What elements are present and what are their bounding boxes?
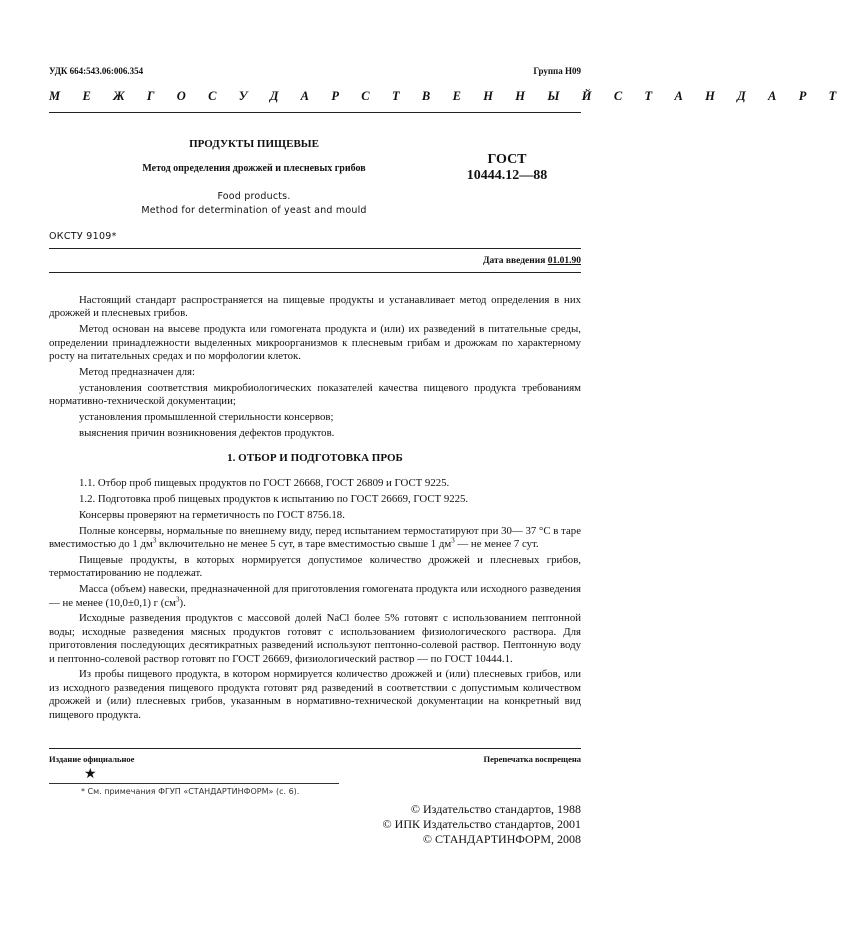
english-title-line1: Food products.	[217, 191, 291, 202]
paragraph: Исходные разведения продуктов с массовой долей NaCl более 5% готовят с использованием пептонной воды; исходные разведения мясных продуктов готовят с использованием физиологического раствора. Для приготовления последующих десятикратных разведений используют пептонно-солевой раствор. Пептонную воду и пептонно-солевой раствор готовят по ГОСТ 26669, физиологический раствор — по ГОСТ 10444.1.	[49, 612, 581, 665]
paragraph: Настоящий стандарт распространяется на пищевые продукты и устанавливает метод определения в них дрожжей и плесневых грибов.	[49, 294, 581, 320]
standard-banner: М Е Ж Г О С У Д А Р С Т В Е Н Н Ы Й С Т А Н Д А Р Т	[49, 89, 846, 103]
intro-date-label: Дата введения	[482, 256, 546, 266]
paragraph: выяснения причин возникновения дефектов продуктов.	[79, 426, 335, 439]
paragraph: 1.1. Отбор проб пищевых продуктов по ГОСТ 26668, ГОСТ 26809 и ГОСТ 9225.	[79, 477, 450, 490]
paragraph: Масса (объем) навески, предназначенной для приготовления гомогената продукта или исходного разведения — не менее (10,0±0,1) г $(см^3)$.	[49, 583, 581, 609]
paragraph: Метод основан на высеве продукта или гомогената продукта и (или) их разведений в питательные среды, определении принадлежности выделенных микроорганизмов к плесневым грибам и дрожжам по характерному росту на питательных средах и по морфологии клеток.	[49, 323, 581, 363]
intro-date	[483, 256, 581, 266]
doc-subtitle: Метод определения дрожжей и плесневых грибов	[142, 163, 366, 174]
english-title	[49, 190, 459, 218]
doc-title: ПРОДУКТЫ ПИЩЕВЫЕ	[189, 138, 319, 150]
section-heading: 1. ОТБОР И ПОДГОТОВКА ПРОБ	[227, 452, 403, 465]
footnote-rule	[49, 783, 339, 784]
gost-code: 10444.12—88	[466, 168, 548, 183]
paragraph: Полные консервы, нормальные по внешнему виду, перед испытанием термостатируют при 30— 37 °С в таре вместимостью до 1 $дм^3$ включительно не менее 5 сут, в таре вместимостью свыше 1 $дм^3$ — не менее 7 сут.	[49, 524, 581, 551]
reprint-label: Перепечатка воспрещена	[483, 754, 581, 764]
footnote: * См. примечания ФГУП «СТАНДАРТИНФОРМ» (с. 6).	[81, 787, 300, 796]
star-icon: ★	[84, 767, 97, 782]
copyright-1988: © Издательство стандартов, 1988	[410, 802, 581, 816]
intro-date-value: 01.01.90	[547, 256, 581, 266]
okstu-rule	[49, 248, 581, 249]
paragraph: Из пробы пищевого продукта, в котором нормируется количество дрожжей и (или) плесневых грибов, или из исходного разведения пищевого продукта готовят ряд разведений в соответствии с допустимым количеством дрожжей и (или) плесневых грибов, указанным в нормативно-технической документации на конкретный вид пищевого продукта.	[49, 668, 581, 721]
paragraph: Консервы проверяют на герметичность по ГОСТ 8756.18.	[79, 509, 345, 522]
paragraph: Метод предназначен для:	[79, 365, 195, 378]
footer-rule	[49, 748, 581, 749]
edition-label: Издание официальное	[49, 754, 135, 764]
paragraph: 1.2. Подготовка проб пищевых продуктов к испытанию по ГОСТ 26669, ГОСТ 9225.	[79, 493, 469, 506]
copyright-2008: © СТАНДАРТИНФОРМ, 2008	[422, 832, 581, 846]
gost-label: ГОСТ	[487, 152, 527, 167]
udk-code: УДК 664:543.06:006.354	[49, 66, 144, 76]
document-body	[49, 294, 581, 724]
english-title-line2: Method for determination of yeast and mould	[141, 205, 367, 216]
date-rule	[49, 272, 581, 273]
copyright-2001: © ИПК Издательство стандартов, 2001	[382, 817, 581, 831]
header-rule	[49, 112, 581, 113]
paragraph: установления соответствия микробиологических показателей качества пищевого продукта требованиям нормативно-технической документации;	[49, 381, 581, 408]
paragraph: установления промышленной стерильности консервов;	[79, 410, 334, 423]
okstu-code: ОКСТУ 9109*	[49, 231, 117, 242]
group-code: Группа Н09	[533, 66, 581, 76]
paragraph: Пищевые продукты, в которых нормируется допустимое количество дрожжей и плесневых грибов, термостатированию не подлежат.	[49, 554, 581, 580]
gost-number	[452, 152, 562, 184]
